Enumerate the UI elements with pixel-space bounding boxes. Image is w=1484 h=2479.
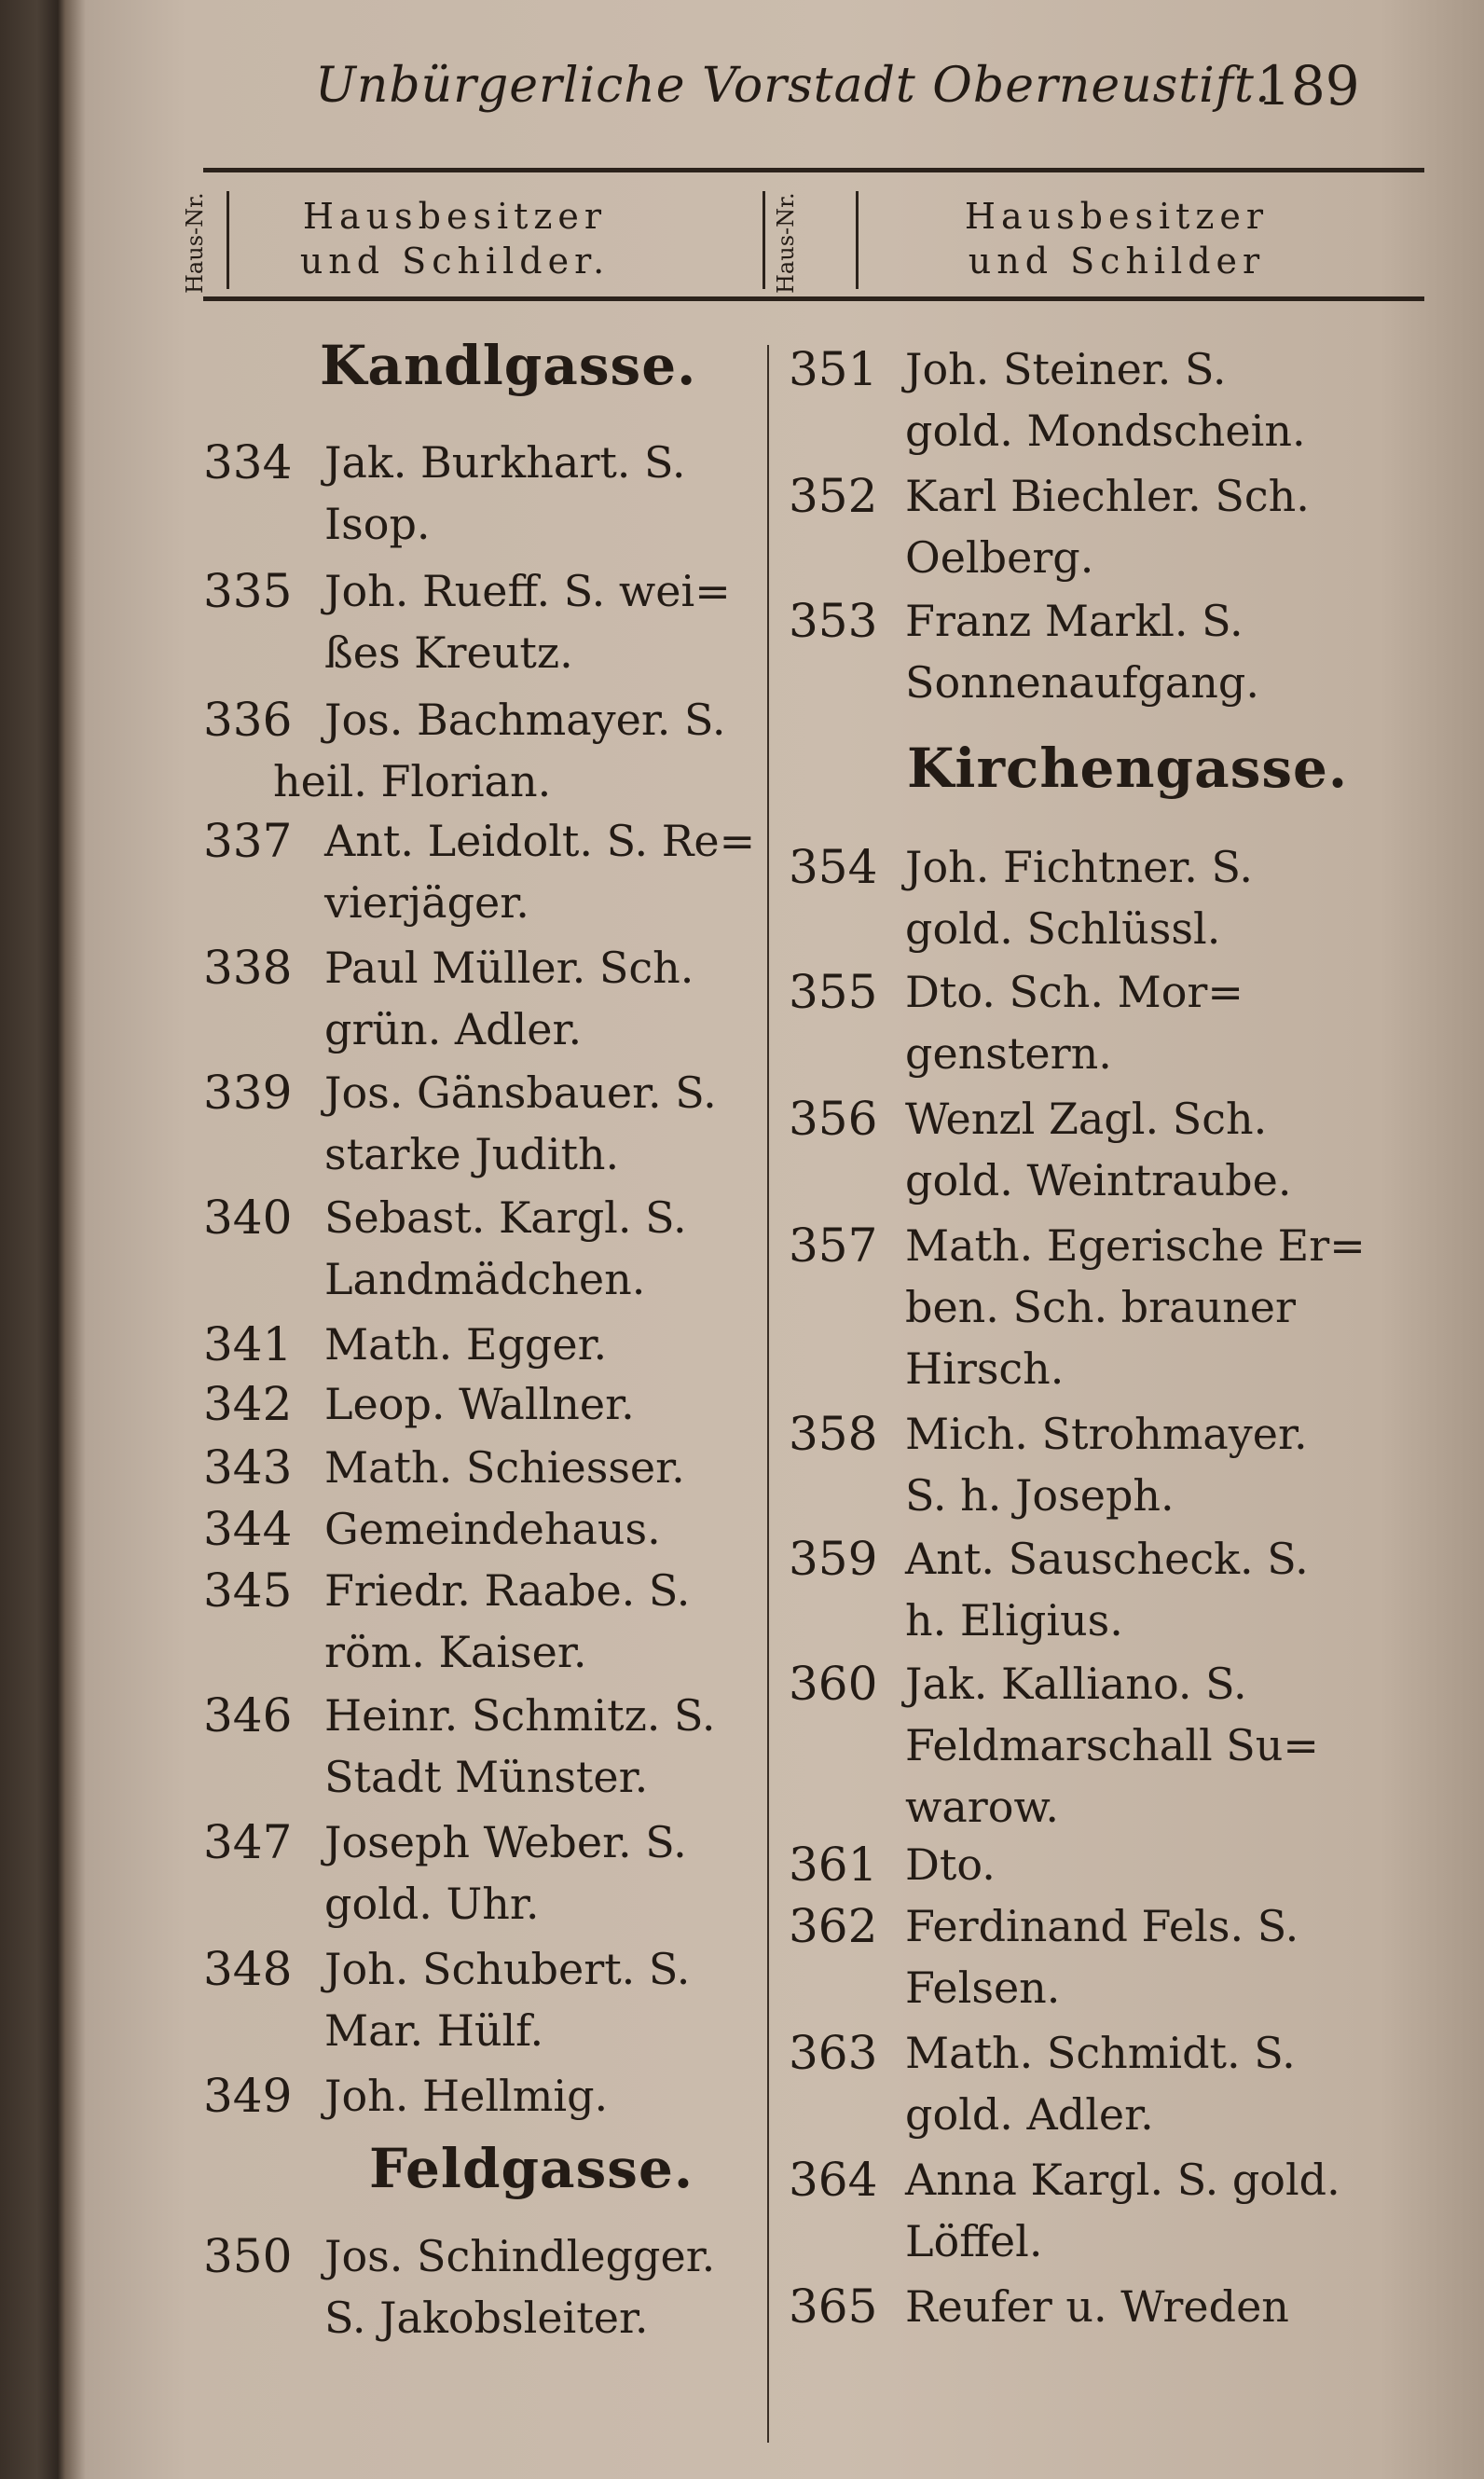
entry-line1: Joh. Fichtner. S. [905,842,1254,892]
entry-line2: gold. Mondschein. [905,406,1306,456]
entry-line2: Felsen. [905,1963,1061,2013]
house-number: 361 [789,1838,878,1892]
house-number: 356 [789,1092,878,1146]
entry-line1: Jak. Burkhart. S. [324,437,686,488]
entry-line1: Reufer u. Wreden [905,2281,1289,2332]
column-divider [767,345,769,2443]
house-number: 336 [203,693,293,747]
owner-header-left-line2: und Schilder. [299,241,611,282]
owner-header-left [250,194,660,283]
house-number: 355 [789,965,878,1019]
entry-line1: Joh. Steiner. S. [905,344,1227,394]
entry-line1: Anna Kargl. S. gold. [905,2155,1340,2205]
entry-line1: Jak. Kalliano. S. [905,1659,1247,1709]
entry-line2: vierjäger. [324,877,529,928]
house-number: 344 [203,1502,293,1556]
house-number: 360 [789,1657,878,1711]
house-number: 354 [789,840,878,894]
entry-line2: gold. Weintraube. [905,1155,1292,1205]
entry-line1: Joh. Rueff. S. wei= [324,566,731,616]
header-rule-top [203,168,1424,172]
entry-line2: ßes Kreutz. [324,627,573,678]
entry-line1: Leop. Wallner. [324,1379,635,1429]
entry-line1: Wenzl Zagl. Sch. [905,1094,1268,1144]
entry-line2: grün. Adler. [324,1004,583,1054]
entry-line2: röm. Kaiser. [324,1627,587,1677]
page-number: 189 [1257,54,1360,117]
entry-line1: Gemeindehaus. [324,1504,661,1554]
house-number: 351 [789,342,878,396]
entry-line2: gold. Uhr. [324,1879,540,1929]
entry-line1: Joh. Schubert. S. [324,1944,691,1994]
page [73,0,1484,2479]
street-heading-kandlgasse: Kandlgasse. [320,334,697,397]
house-number: 343 [203,1440,293,1494]
entry-line1: Ferdinand Fels. S. [905,1901,1299,1951]
entry-line1: Heinr. Schmitz. S. [324,1690,716,1741]
running-head: Unbürgerliche Vorstadt Oberneustift. [315,58,1271,114]
entry-line1: Jos. Gänsbauer. S. [324,1067,717,1118]
house-number-header-right: Haus-Nr. [773,192,799,294]
header-rule-bottom [203,296,1424,301]
entry-line1: Jos. Bachmayer. S. [324,695,726,745]
entry-line1: Friedr. Raabe. S. [324,1565,691,1616]
house-number: 334 [203,435,293,489]
entry-line1: Math. Egger. [324,1319,608,1370]
house-number: 340 [203,1191,293,1245]
entry-line2: Stadt Münster. [324,1752,649,1802]
street-heading-feldgasse: Feldgasse. [369,2137,694,2200]
header-divider-middle [763,191,765,289]
house-number: 346 [203,1688,293,1742]
owner-header-left-line1: Hausbesitzer [302,196,608,237]
street-heading-kirchengasse: Kirchengasse. [907,737,1349,800]
entry-line1: Sebast. Kargl. S. [324,1192,687,1243]
entry-line2: gold. Adler. [905,2089,1154,2140]
entry-line2: Löffel. [905,2216,1043,2266]
house-number: 359 [789,1532,878,1586]
header-divider-left-a [227,191,229,289]
house-number: 345 [203,1563,293,1618]
entry-line1: Math. Schmidt. S. [905,2028,1296,2078]
house-number: 349 [203,2069,293,2123]
entry-line2: starke Judith. [324,1129,620,1179]
house-number: 338 [203,941,293,995]
house-number: 353 [789,594,878,648]
owner-header-right-line1: Hausbesitzer [964,196,1270,237]
entry-line2: ben. Sch. brauner [905,1282,1297,1332]
entry-line2: Sonnenaufgang. [905,657,1259,708]
entry-line1: Math. Schiesser. [324,1442,685,1493]
entry-line2: Oelberg. [905,532,1094,583]
entry-line3: warow. [905,1782,1060,1832]
header-divider-right-a [856,191,859,289]
house-number: 350 [203,2229,293,2283]
owner-header-right [893,194,1340,283]
house-number-header-left: Haus-Nr. [182,192,208,294]
entry-line2: genstern. [905,1028,1112,1079]
entry-line1: Dto. Sch. Mor= [905,967,1244,1017]
entry-line2: Landmädchen. [324,1254,646,1304]
house-number: 339 [203,1066,293,1120]
entry-line2: heil. Florian. [273,756,552,806]
entry-line2: S. h. Joseph. [905,1470,1175,1521]
house-number: 341 [203,1317,293,1371]
house-number: 358 [789,1407,878,1461]
entry-line1: Dto. [905,1839,996,1890]
entry-line1: Ant. Leidolt. S. Re= [324,816,756,866]
entry-line1: Franz Markl. S. [905,596,1244,646]
entry-line1: Ant. Sauscheck. S. [905,1534,1309,1584]
house-number: 363 [789,2026,878,2080]
house-number: 364 [789,2153,878,2207]
entry-line1: Karl Biechler. Sch. [905,471,1310,521]
house-number: 362 [789,1899,878,1953]
entry-line1: Paul Müller. Sch. [324,943,694,993]
house-number: 357 [789,1219,878,1273]
house-number: 337 [203,814,293,868]
entry-line2: Isop. [324,499,431,549]
entry-line2: S. Jakobsleiter. [324,2293,649,2343]
house-number: 352 [789,469,878,523]
entry-line1: Joh. Hellmig. [324,2071,609,2121]
entry-line1: Joseph Weber. S. [324,1817,687,1867]
house-number: 342 [203,1377,293,1431]
entry-line2: gold. Schlüssl. [905,903,1221,954]
house-number: 335 [203,564,293,618]
entry-line1: Math. Egerische Er= [905,1220,1366,1271]
entry-line2: h. Eligius. [905,1595,1123,1646]
entry-line2: Feldmarschall Su= [905,1720,1319,1770]
entry-line1: Mich. Strohmayer. [905,1409,1308,1459]
entry-line2: Mar. Hülf. [324,2005,544,2056]
owner-header-right-line2: und Schilder [968,241,1266,282]
house-number: 348 [203,1942,293,1996]
entry-line1: Jos. Schindlegger. [324,2231,716,2281]
entry-line3: Hirsch. [905,1343,1065,1394]
house-number: 347 [203,1815,293,1869]
house-number: 365 [789,2279,878,2334]
